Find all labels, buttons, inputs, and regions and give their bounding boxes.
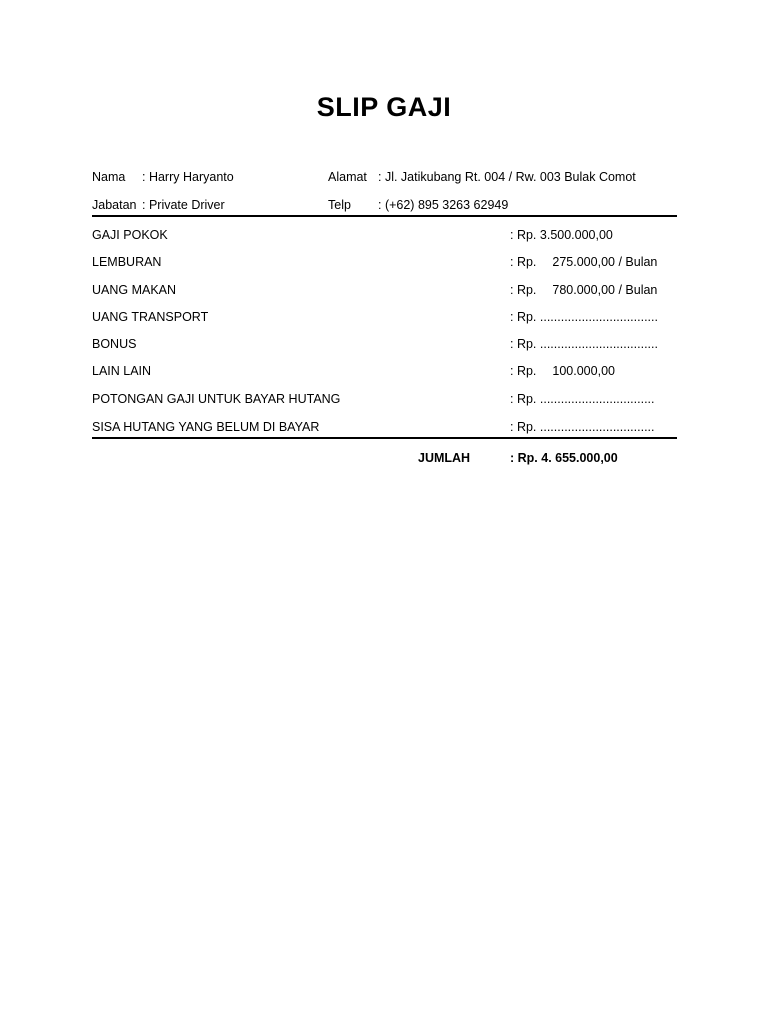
item-label-lemburan: LEMBURAN xyxy=(92,255,162,269)
header-divider xyxy=(92,215,677,217)
alamat-label: Alamat xyxy=(328,170,367,184)
item-label-potongan-gaji: POTONGAN GAJI UNTUK BAYAR HUTANG xyxy=(92,392,341,406)
item-value-uang-makan: : Rp. 780.000,00 / Bulan xyxy=(510,283,658,297)
item-label-gaji-pokok: GAJI POKOK xyxy=(92,228,168,242)
item-label-bonus: BONUS xyxy=(92,337,137,351)
telp-label: Telp xyxy=(328,198,351,212)
item-label-uang-transport: UANG TRANSPORT xyxy=(92,310,209,324)
total-label: JUMLAH xyxy=(418,451,471,465)
page-title: SLIP GAJI xyxy=(316,92,452,122)
item-value-potongan-gaji: : Rp. ................................. xyxy=(510,392,655,406)
nama-label: Nama xyxy=(92,170,126,184)
item-value-uang-transport: : Rp. .................................. xyxy=(510,310,658,324)
item-label-uang-makan: UANG MAKAN xyxy=(92,283,177,297)
item-value-lemburan: : Rp. 275.000,00 / Bulan xyxy=(510,255,658,269)
item-label-lain-lain: LAIN LAIN xyxy=(92,364,152,378)
item-value-sisa-hutang: : Rp. ................................. xyxy=(510,420,655,434)
jabatan-value: : Private Driver xyxy=(142,198,225,212)
alamat-value: : Jl. Jatikubang Rt. 004 / Rw. 003 Bulak Comot xyxy=(378,170,636,184)
item-value-gaji-pokok: : Rp. 3.500.000,00 xyxy=(510,228,613,242)
item-value-lain-lain: : Rp. 100.000,00 xyxy=(510,364,615,378)
total-value: : Rp. 4. 655.000,00 xyxy=(510,451,618,465)
total-divider xyxy=(92,437,677,439)
telp-value: : (+62) 895 3263 62949 xyxy=(378,198,509,212)
item-label-sisa-hutang: SISA HUTANG YANG BELUM DI BAYAR xyxy=(92,420,320,434)
item-value-bonus: : Rp. .................................. xyxy=(510,337,658,351)
jabatan-label: Jabatan xyxy=(92,198,137,212)
nama-value: : Harry Haryanto xyxy=(142,170,234,184)
